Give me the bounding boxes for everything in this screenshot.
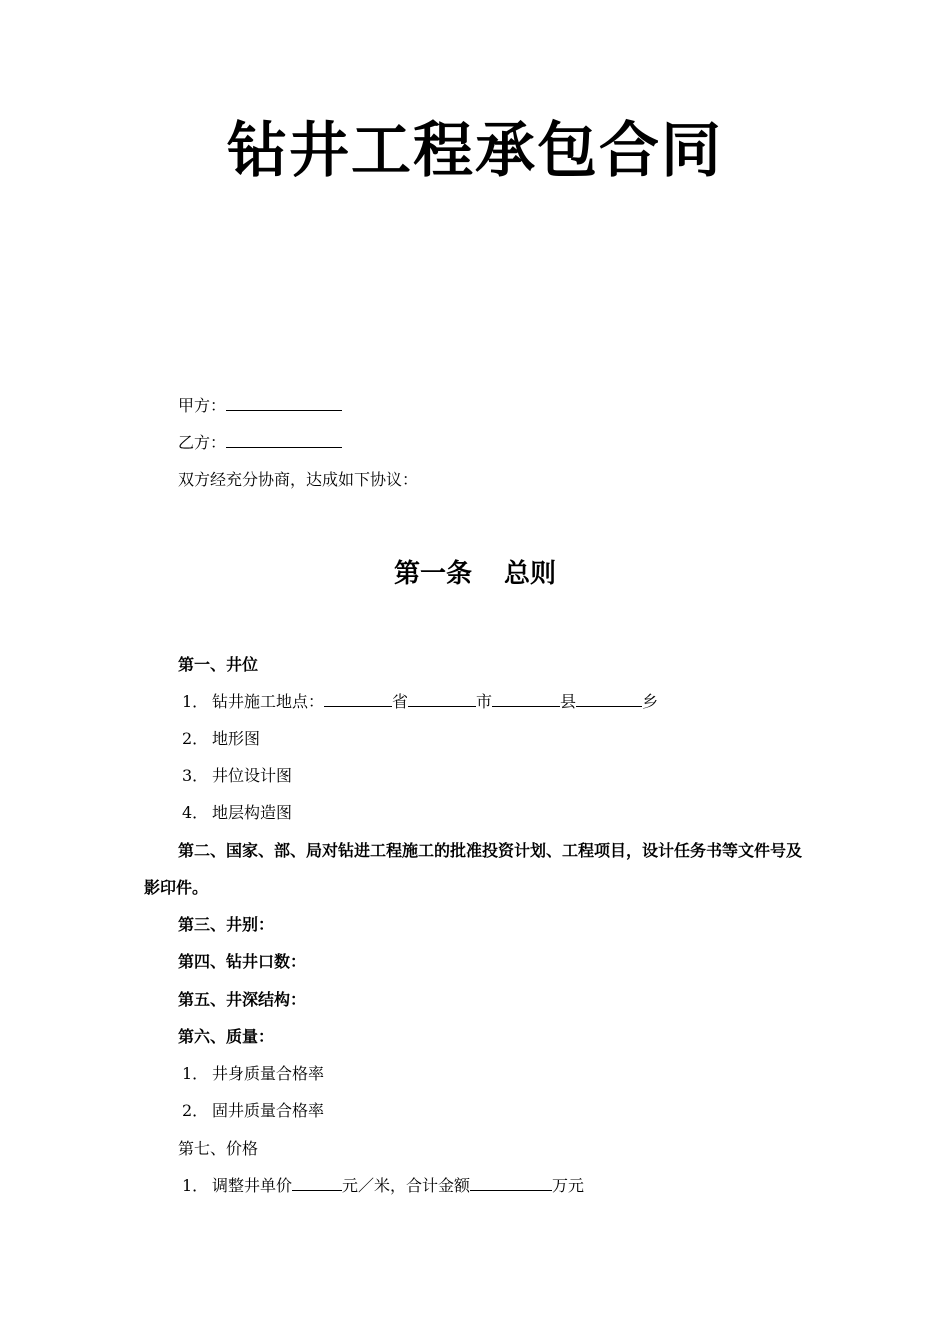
article-name: 总则	[504, 559, 557, 589]
list-text: 固井质量合格率	[212, 1101, 325, 1120]
list-number: 2．	[182, 729, 209, 748]
party-a-label: 甲方：	[178, 396, 227, 415]
list-text: 地形图	[212, 729, 261, 748]
township-blank	[576, 692, 642, 707]
section-well-count: 第四、钻井口数：	[178, 952, 307, 971]
list-item	[178, 765, 292, 787]
party-b-label: 乙方：	[178, 433, 227, 452]
county-label: 县	[560, 692, 577, 711]
city-blank	[408, 692, 476, 707]
article-label: 第一条	[393, 559, 472, 589]
city-label: 市	[476, 692, 493, 711]
section-well-type: 第三、井别：	[178, 915, 275, 934]
unit-price-blank	[292, 1176, 342, 1191]
list-text: 井身质量合格率	[212, 1064, 325, 1083]
township-label: 乡	[642, 692, 659, 711]
total-amount-blank	[470, 1176, 552, 1191]
party-b-line	[178, 432, 342, 454]
list-item	[178, 802, 292, 824]
list-text: 调整井单价	[212, 1176, 293, 1195]
list-number: 4．	[182, 803, 209, 822]
intro-text: 双方经充分协商，达成如下协议：	[178, 470, 419, 489]
section-price: 第七、价格	[178, 1139, 259, 1158]
section-well-depth: 第五、井深结构：	[178, 990, 307, 1009]
party-a-blank	[226, 396, 342, 411]
list-number: 1．	[182, 692, 209, 711]
list-number: 2．	[182, 1101, 209, 1120]
list-item	[178, 691, 658, 713]
list-item	[178, 1063, 324, 1085]
list-item	[178, 728, 260, 750]
section-approval-line2: 影印件。	[144, 878, 209, 897]
unit-price-unit: 元／米，合计金额	[342, 1176, 471, 1195]
list-item	[178, 1100, 324, 1122]
section-approval-line1: 第二、国家、部、局对钻进工程施工的批准投资计划、工程项目，设计任务书等文件号及	[178, 841, 803, 860]
list-number: 1．	[182, 1176, 209, 1195]
county-blank	[492, 692, 560, 707]
list-text: 钻井施工地点：	[212, 692, 325, 711]
total-amount-unit: 万元	[552, 1176, 585, 1195]
document-title: 钻井工程承包合同	[227, 116, 723, 186]
list-number: 1．	[182, 1064, 209, 1083]
section-quality: 第六、质量：	[178, 1027, 275, 1046]
article-heading	[0, 556, 950, 592]
list-text: 井位设计图	[212, 766, 293, 785]
list-item	[178, 1175, 584, 1197]
list-text: 地层构造图	[212, 803, 293, 822]
party-a-line	[178, 395, 342, 417]
list-number: 3．	[182, 766, 209, 785]
province-label: 省	[392, 692, 409, 711]
section-well-location: 第一、井位	[178, 655, 259, 674]
party-b-blank	[226, 433, 342, 448]
province-blank	[324, 692, 392, 707]
